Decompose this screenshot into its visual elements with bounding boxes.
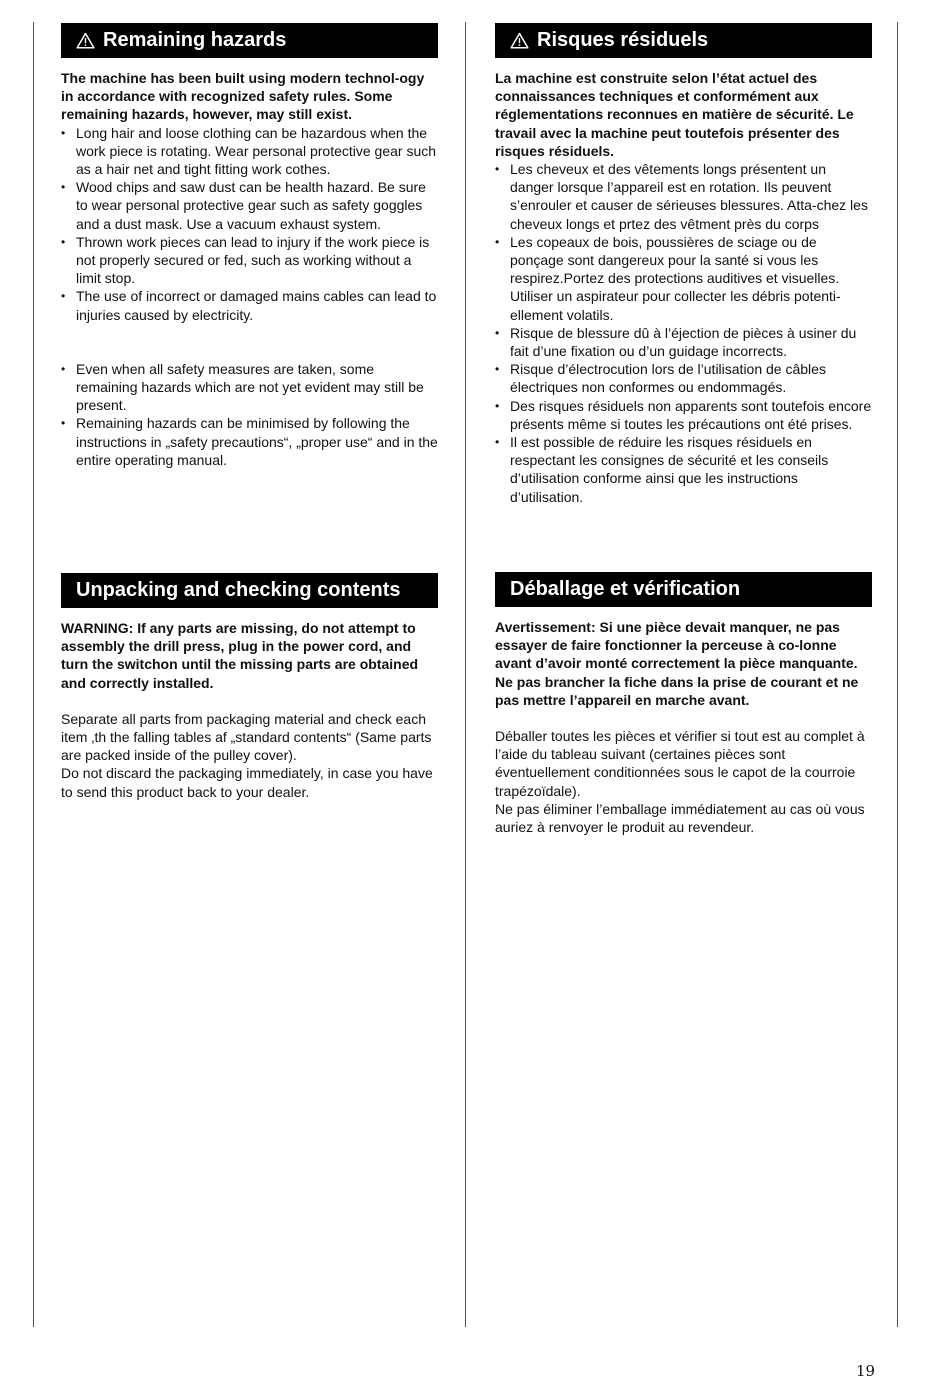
unpacking-warning: Avertissement: Si une pièce devait manquer, ne pas essayer de faire fonctionner la perceuse à co-lonne avant d’avoir monté correctement la pièce manquante. Ne pas brancher la fiche dans la prise de courant et ne pas mettre l’appareil en marche avant. bbox=[495, 619, 859, 708]
center-column-rule bbox=[465, 22, 466, 1327]
list-item: • Des risques résiduels non apparents sont toutefois encore présents même si toutes les précautions ont été prises. bbox=[495, 397, 872, 433]
warning-triangle-icon bbox=[76, 32, 95, 49]
english-column bbox=[61, 23, 438, 800]
list-item: • Long hair and loose clothing can be hazardous when the work piece is rotating. Wear personal protective gear such as a hair net and tight fitting work cothes. bbox=[61, 124, 438, 179]
unpacking-paragraph: Do not discard the packaging immediately, in case you have to send this product back to your dealer. bbox=[61, 765, 433, 800]
list-item: • Il est possible de réduire les risques résiduels en respectant les consignes de sécurité et les conseils d’utilisation conforme ainsi que les instructions d’utilisation. bbox=[495, 433, 872, 506]
list-item: • Wood chips and saw dust can be health hazard. Be sure to wear personal protective gear such as safety goggles and a dust mask. Use a vacuum exhaust system. bbox=[61, 178, 438, 233]
unpacking-paragraph: Ne pas éliminer l’emballage immédiatement au cas où vous auriez à renvoyer le produit au revendeur. bbox=[495, 800, 865, 836]
right-margin-rule bbox=[897, 22, 898, 1327]
unpacking-section bbox=[61, 573, 438, 801]
list-item: • Even when all safety measures are taken, some remaining hazards which are not yet evident may still be present. bbox=[61, 360, 438, 415]
list-item: • Les copeaux de bois, poussières de sciage ou de ponçage sont dangereux pour la santé si vous les respirez.Portez des protections auditives et visuelles. Utiliser un aspirateur pour collecter les débris potenti-ellement volatils. bbox=[495, 233, 872, 324]
list-item: • Remaining hazards can be minimised by following the instructions in „safety precautions“, „proper use“ and in the entire operating manual. bbox=[61, 414, 438, 469]
risques-residuels-section bbox=[495, 23, 872, 506]
section-title: Unpacking and checking contents bbox=[76, 579, 401, 601]
hazards-intro: La machine est construite selon l’état actuel des connaissances techniques et conformément aux réglementations reconnues en matière de sécurité. Le travail avec la machine peut toutefois présenter des risques résiduels. bbox=[495, 70, 854, 159]
list-item: • The use of incorrect or damaged mains cables can lead to injuries caused by electricity. bbox=[61, 287, 438, 323]
deballage-section bbox=[495, 572, 872, 836]
deballage-heading bbox=[495, 572, 872, 607]
section-title: Risques résiduels bbox=[537, 29, 709, 51]
list-item: • Les cheveux et des vêtements longs présentent un danger lorsque l’appareil est en rotation. Ils peuvent s’enrouler et causer de sérieuses blessures. Atta-chez les cheveux longs et prtez des vêtment près du corps bbox=[495, 160, 872, 233]
hazards-list-continued bbox=[61, 360, 438, 469]
french-column bbox=[495, 23, 872, 836]
section-title: Déballage et vérification bbox=[510, 578, 741, 600]
hazards-intro: The machine has been built using modern technol-ogy in accordance with recognized safety rules. Some remaining hazards, however, may still exist. bbox=[61, 70, 425, 123]
unpacking-paragraph: Separate all parts from packaging material and check each item ‚th the falling tables af „standard contents“ (Same parts are packed inside of the pulley cover). bbox=[61, 710, 432, 764]
list-item: • Thrown work pieces can lead to injury if the work piece is not properly secured or fed, such as working without a limit stop. bbox=[61, 233, 438, 288]
remaining-hazards-heading bbox=[61, 23, 438, 58]
page-number: 19 bbox=[856, 1362, 876, 1380]
risques-residuels-heading bbox=[495, 23, 872, 58]
warning-triangle-icon bbox=[510, 32, 529, 49]
list-item: • Risque de blessure dû à l’éjection de pièces à usiner du fait d’une fixation ou d’un guidage incorrects. bbox=[495, 324, 872, 360]
remaining-hazards-section bbox=[61, 23, 438, 469]
hazards-list bbox=[61, 124, 438, 324]
left-margin-rule bbox=[33, 22, 34, 1327]
unpacking-paragraph: Déballer toutes les pièces et vérifier si tout est au complet à l’aide du tableau suivant (certaines pièces sont éventuellement conditionnées sous le capot de la courroie trapézoïdale). bbox=[495, 728, 865, 799]
unpacking-heading bbox=[61, 573, 438, 608]
hazards-list bbox=[495, 160, 872, 506]
list-item: • Risque d’électrocution lors de l’utilisation de câbles électriques non conformes ou endommagés. bbox=[495, 360, 872, 396]
section-title: Remaining hazards bbox=[103, 29, 287, 51]
unpacking-warning: WARNING: If any parts are missing, do not attempt to assembly the drill press, plug in the power cord, and turn the switchon until the missing parts are obtained and correctly installed. bbox=[61, 620, 419, 691]
